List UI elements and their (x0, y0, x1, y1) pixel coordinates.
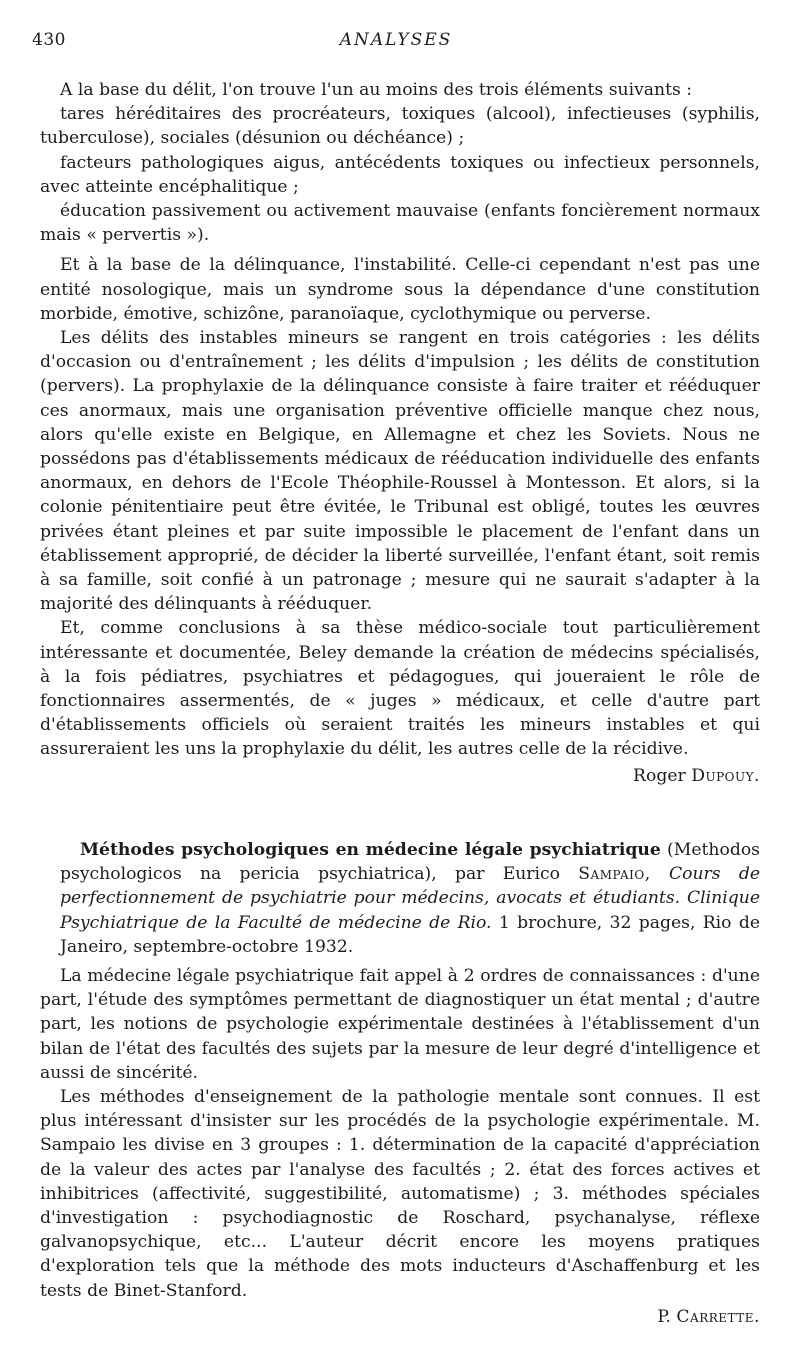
reviewer-signature (40, 1305, 760, 1329)
article-details: 1 brochure, 32 pages, Rio de Janeiro, septembre-octobre 1932. (60, 912, 760, 957)
bibliographic-entry (40, 838, 760, 959)
list-item: éducation passivement ou activement mauvaise (enfants foncièrement normaux mais « pervertis »). (40, 201, 760, 246)
review-sampaio-title (40, 838, 760, 959)
article-title: Méthodes psychologiques en médecine légale psychiatrique (80, 840, 661, 860)
review-beley-continuation (40, 78, 760, 788)
article-author: Sampaio, (578, 864, 651, 885)
paragraph: Et à la base de la délinquance, l'instabilité. Celle-ci cependant n'est pas une entité nosologique, mais un syndrome sous la dépendance d'une constitution morbide, émotive, schizône, paranoïaque, cyclothymique ou perverse. (40, 255, 760, 324)
review-sampaio-body (40, 964, 760, 1329)
page-header (32, 30, 760, 54)
signature-last-name: Carrette. (676, 1306, 760, 1327)
article-series: Cours de perfectionnement de psychiatrie pour médecins, avocats et étudiants. Clinique Psychiatrique de la Faculté de médecine de Rio. (60, 864, 760, 933)
paragraph: Les méthodes d'enseignement de la pathologie mentale sont connues. Il est plus intéressant d'insister sur les procédés de la psychologie expérimentale. M. Sampaio les divise en 3 groupes : 1. détermination de la capacité d'appréciation de la valeur des actes par l'analyse des facultés ; 2. état des forces actives et inhibitrices (affectivité, suggestibilité, automatisme) ; 3. méthodes spéciales d'investigation : psychodiagnostic de Roschard, psychanalyse, réflexe galvanopsychique, etc... L'auteur décrit encore les moyens pratiques d'exploration tels que la méthode des mots inducteurs d'Aschaffenburg et les tests de Binet-Stanford. (40, 1087, 760, 1301)
reviewer-signature (40, 764, 760, 788)
paragraph: Les délits des instables mineurs se rangent en trois catégories : les délits d'occasion ou d'entraînement ; les délits d'impulsion ; les délits de constitution (pervers). La prophylaxie de la délinquance consiste à faire traiter et rééduquer ces anormaux, mais une organisation préventive officielle manque chez nous, alors qu'elle existe en Belgique, en Allemagne et chez les Soviets. Nous ne possédons pas d'établissements médicaux de rééducation individuelle des enfants anormaux, en dehors de l'Ecole Théophile-Roussel à Montesson. Et alors, si la colonie pénitentiaire peut être évitée, le Tribunal est obligé, toutes les œuvres privées étant pleines et par suite impossible le placement de l'enfant dans un établissement approprié, de décider la liberté surveillée, l'enfant étant, soit remis à sa famille, soit confié à un patronage ; mesure qui ne saurait s'adapter à la majorité des délinquants à rééduquer. (40, 328, 760, 615)
paragraph: Et, comme conclusions à sa thèse médico-sociale tout particulièrement intéressante et documentée, Beley demande la création de médecins spécialisés, à la fois pédiatres, psychiatres et pédagogues, qui joueraient le rôle de fonctionnaires assermentés, de « juges » médicaux, et celle d'autre part d'établissements officiels où seraient traités les mineurs instables et qui assureraient les uns la prophylaxie du délit, les autres celle de la récidive. (40, 618, 760, 760)
paragraph: A la base du délit, l'on trouve l'un au moins des trois éléments suivants : (60, 80, 693, 100)
running-head: ANALYSES (339, 30, 453, 50)
page-number: 430 (32, 30, 66, 50)
list-item: facteurs pathologiques aigus, antécédents toxiques ou infectieux personnels, avec atteinte encéphalitique ; (40, 152, 760, 197)
signature-first-name: Roger (633, 765, 686, 786)
article-translation: (Methodos psychologicos na pericia psychiatrica), par Eurico (60, 840, 760, 885)
signature-last-name: Dupouy. (691, 765, 760, 786)
paragraph: La médecine légale psychiatrique fait appel à 2 ordres de connaissances : d'une part, l'étude des symptômes permettant de diagnostiquer un état mental ; d'autre part, les notions de psychologie expérimentale destinées à l'établissement d'un bilan de l'état des facultés des sujets par la mesure de leur degré d'intelligence et aussi de sincérité. (40, 966, 760, 1083)
list-item: tares héréditaires des procréateurs, toxiques (alcool), infectieuses (syphilis, tuberculose), sociales (désunion ou déchéance) ; (40, 104, 760, 149)
signature-first-name: P. (657, 1306, 671, 1327)
